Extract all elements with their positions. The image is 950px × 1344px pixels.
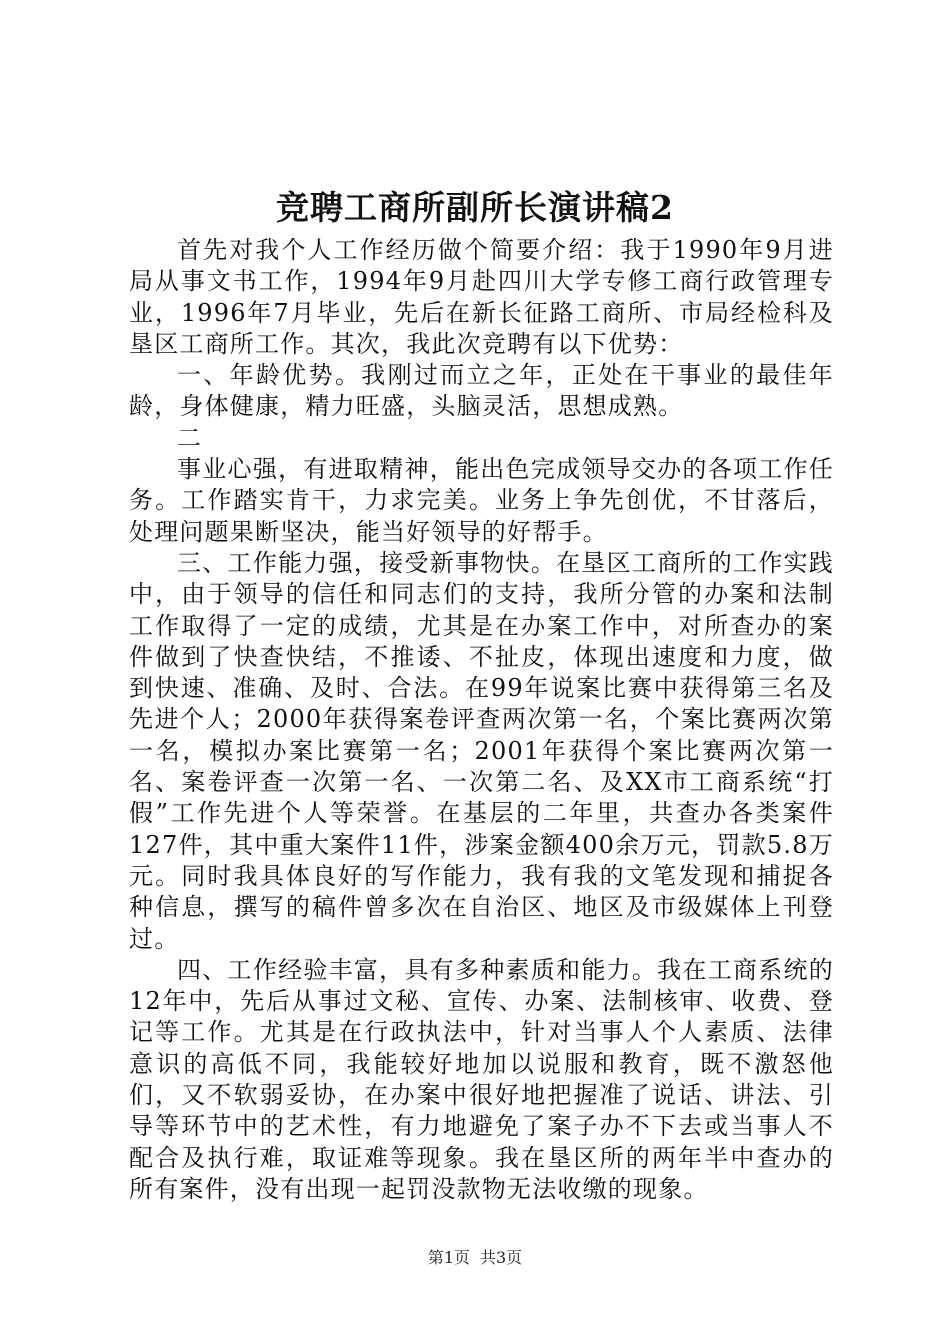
paragraph-intro: 首先对我个人工作经历做个简要介绍：我于1990年9月进局从事文书工作，1994年9月赴四川大学专修工商行政管理专业，1996年7月毕业，先后在新长征路工商所、市局经检科及垦区工商所工作。其次，我此次竞聘有以下优势： <box>129 236 834 358</box>
document-body <box>129 235 834 1205</box>
paragraph-experience: 四、工作经验丰富，具有多种素质和能力。我在工商系统的12年中，先后从事过文秘、宣传、办案、法制核审、收费、登记等工作。尤其是在行政执法中，针对当事人个人素质、法律意识的高低不同，我能较好地加以说服和教育，既不激怒他们，又不软弱妥协，在办案中很好地把握准了说话、讲法、引导等环节中的艺术性，有力地避免了案子办不下去或当事人不配合及执行难，取证难等现象。我在垦区所的两年半中查办的所有案件，没有出现一起罚没款物无法收缴的现象。 <box>129 955 834 1203</box>
page-number: 第1页 <box>427 1248 470 1267</box>
paragraph-work-ability: 三、工作能力强，接受新事物快。在垦区工商所的工作实践中，由于领导的信任和同志们的支持，我所分管的办案和法制工作取得了一定的成绩，尤其是在办案工作中，对所查办的案件做到了快查快结，不推诿、不扯皮，体现出速度和力度，做到快速、准确、及时、合法。在99年说案比赛中获得第三名及先进个人；2000年获得案卷评查两次第一名，个案比赛两次第一名，模拟办案比赛第一名；2001年获得个案比赛两次第一名、案卷评查一次第一名、一次第二名、及XX市工商系统“打假”工作先进个人等荣誉。在基层的二年里，共查办各类案件127件，其中重大案件11件，涉案金额400余万元，罚款5.8万元。同时我具体良好的写作能力，我有我的文笔发现和捕捉各种信息，撰写的稿件曾多次在自治区、地区及市级媒体上刊登过。 <box>129 548 834 953</box>
paragraph-ambition: 事业心强，有进取精神，能出色完成领导交办的各项工作任务。工作踏实肯干，力求完美。业务上争先创优，不甘落后，处理问题果断坚决，能当好领导的好帮手。 <box>129 455 834 546</box>
page-total: 共3页 <box>480 1248 523 1267</box>
page-footer <box>0 1248 950 1268</box>
paragraph-section-two-heading: 二 <box>177 423 203 452</box>
document-title: 竞聘工商所副所长演讲稿2 <box>276 188 674 227</box>
paragraph-age-advantage: 一、年龄优势。我刚过而立之年，正处在干事业的最佳年龄，身体健康，精力旺盛，头脑灵活，思想成熟。 <box>129 361 834 421</box>
